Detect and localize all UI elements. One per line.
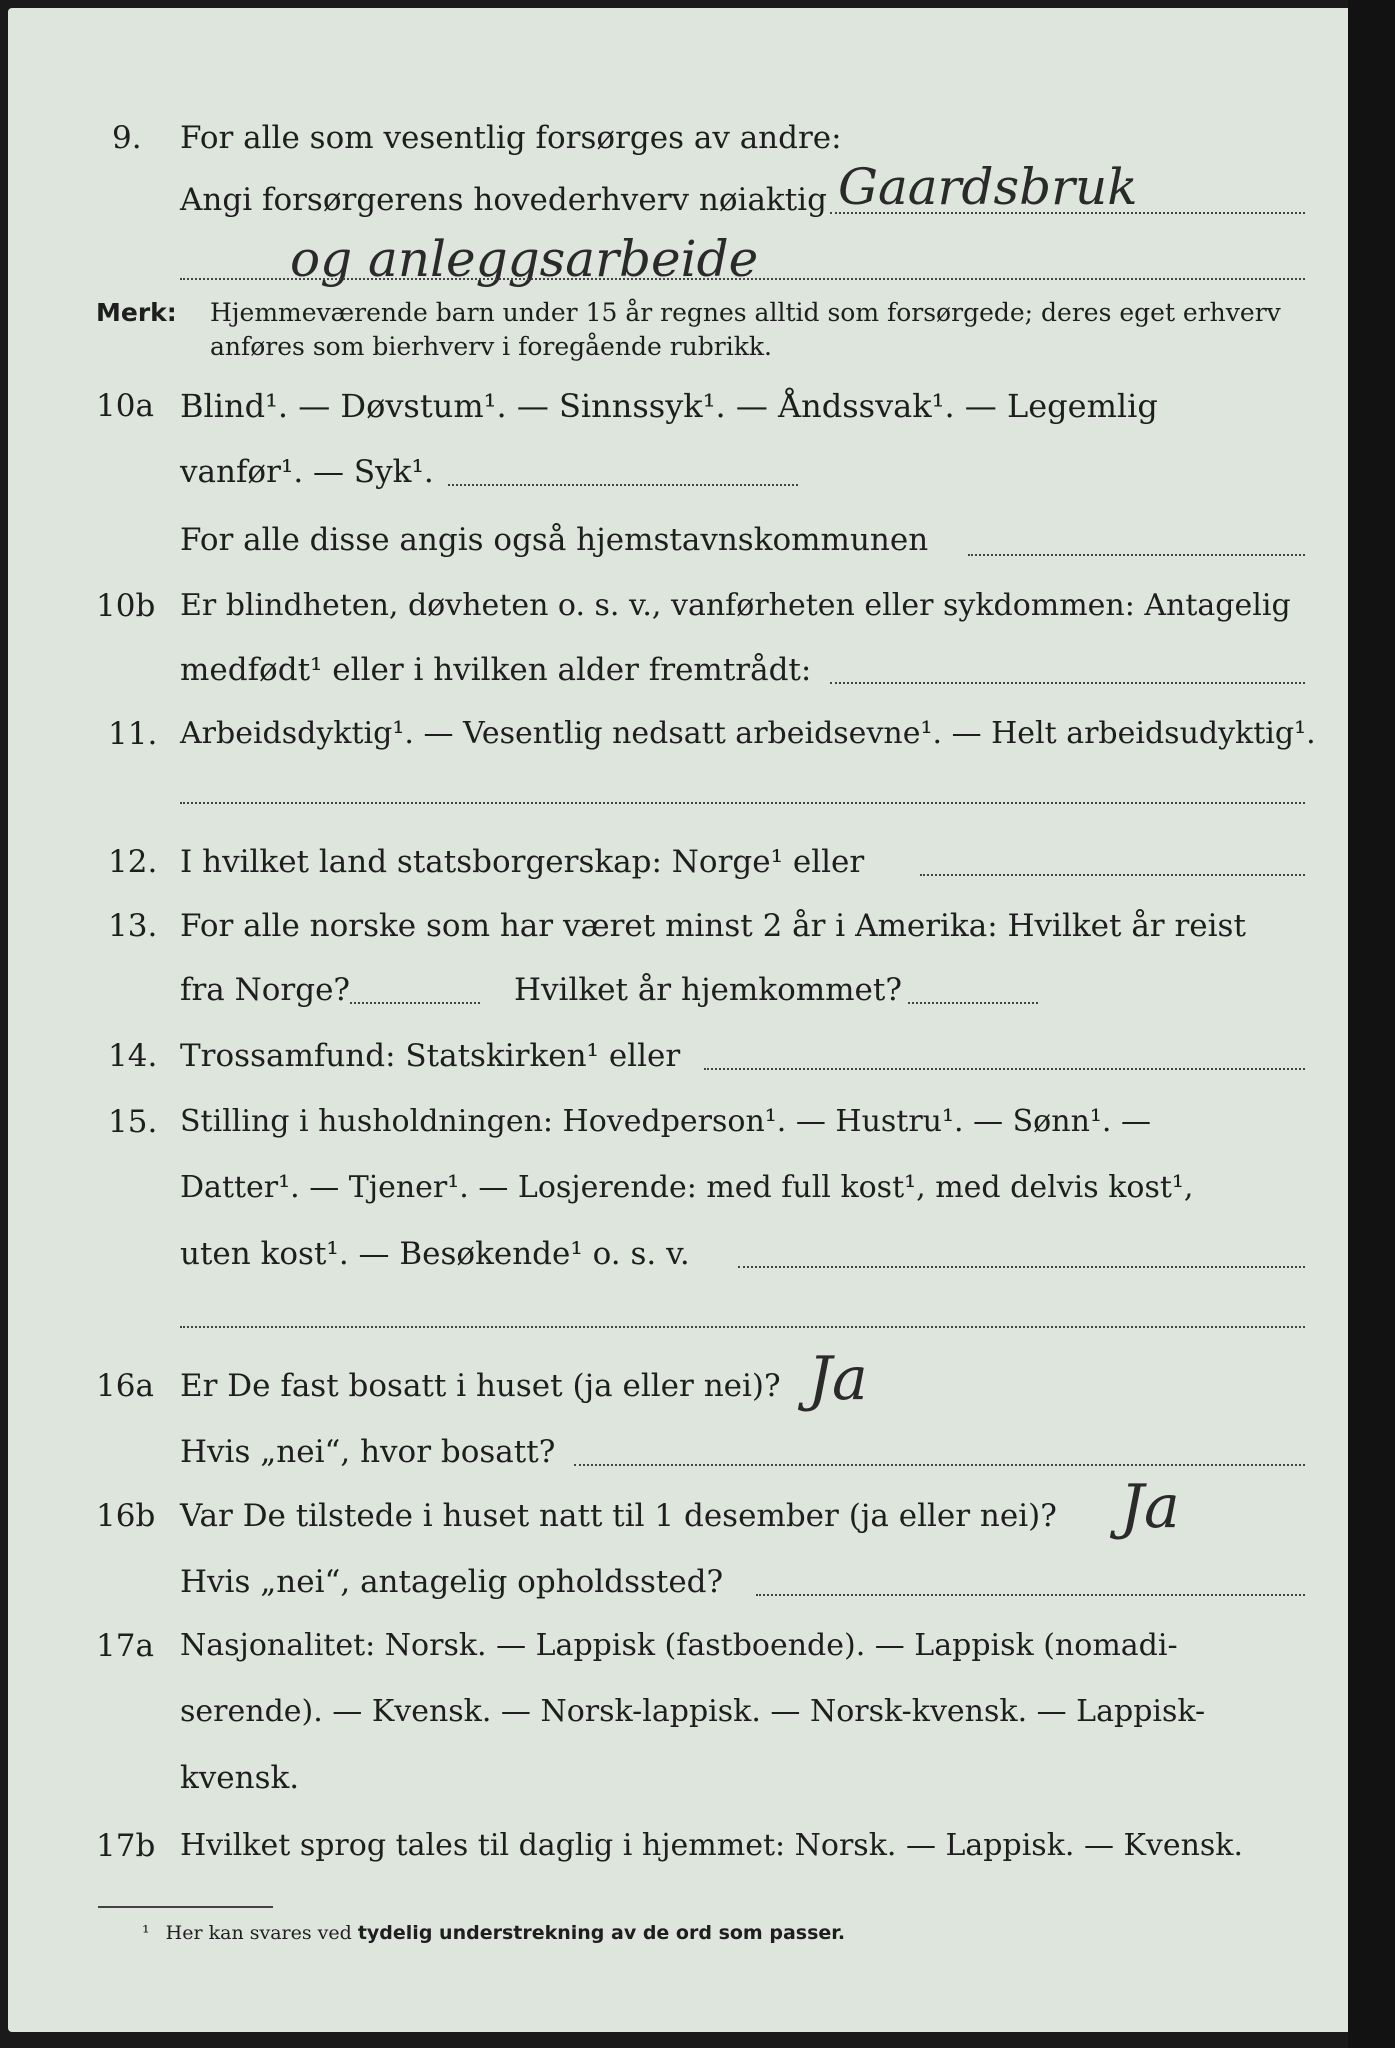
question-text: Stilling i husholdningen: Hovedperson¹. — Hustru¹. — Sønn¹. — [180, 1104, 1151, 1139]
answer-line[interactable] [180, 802, 1305, 804]
answer-line[interactable] [448, 484, 798, 486]
handwritten-answer: Ja [808, 1344, 868, 1414]
question-text: Hvilket år hjemkommet? [514, 972, 902, 1008]
answer-line[interactable] [738, 1266, 1305, 1268]
item-number: 14. [108, 1038, 158, 1074]
answer-line[interactable] [830, 682, 1305, 684]
answer-line[interactable] [920, 874, 1305, 876]
answer-line[interactable] [756, 1594, 1305, 1596]
question-text: serende). — Kvensk. — Norsk-lappisk. — Norsk-kvensk. — Lappisk- [180, 1694, 1206, 1729]
footnote-emphasis: tydelig understrekning av de ord som passer. [357, 1922, 846, 1944]
question-text: For alle som vesentlig forsørges av andre: [180, 120, 842, 156]
answer-line[interactable] [180, 1326, 1305, 1328]
question-text: Hvis „nei“, antagelig opholdssted? [180, 1564, 724, 1600]
footnote-separator [98, 1906, 273, 1908]
question-text: Nasjonalitet: Norsk. — Lappisk (fastboende). — Lappisk (nomadi- [180, 1628, 1178, 1663]
handwritten-answer: Ja [1120, 1472, 1180, 1542]
question-text: Datter¹. — Tjener¹. — Losjerende: med full kost¹, med delvis kost¹, [180, 1170, 1194, 1205]
answer-line[interactable] [968, 554, 1305, 556]
question-text: Var De tilstede i huset natt til 1 desember (ja eller nei)? [180, 1498, 1057, 1534]
question-text: Er De fast bosatt i huset (ja eller nei)? [180, 1368, 781, 1404]
item-number: 16a [96, 1368, 154, 1404]
question-text: Er blindheten, døvheten o. s. v., vanførheten eller sykdommen: Antagelig [180, 588, 1291, 623]
answer-line[interactable] [574, 1464, 1305, 1466]
question-text: Angi forsørgerens hovederhverv nøiaktig [180, 182, 827, 218]
item-number: 11. [108, 716, 158, 752]
answer-line[interactable] [180, 278, 1305, 280]
item-number: 17a [96, 1628, 154, 1664]
question-text: Arbeidsdyktig¹. — Vesentlig nedsatt arbeidsevne¹. — Helt arbeidsudyktig¹. [180, 716, 1316, 751]
question-text: For alle norske som har været minst 2 år i Amerika: Hvilket år reist [180, 908, 1246, 944]
question-text: Hvis „nei“, hvor bosatt? [180, 1434, 556, 1470]
question-text: kvensk. [180, 1760, 300, 1796]
answer-line[interactable] [704, 1068, 1305, 1070]
question-text: Trossamfund: Statskirken¹ eller [180, 1038, 681, 1074]
question-text: medfødt¹ eller i hvilken alder fremtrådt: [180, 652, 812, 688]
item-number: 9. [112, 120, 142, 156]
note-text: Hjemmeværende barn under 15 år regnes alltid som forsørgede; deres eget erhverv [210, 298, 1281, 327]
note-block [96, 296, 177, 330]
scan-border [1348, 0, 1395, 2048]
note-label: Merk: [96, 298, 177, 327]
footnote [142, 1922, 845, 1944]
question-text: I hvilket land statsborgerskap: Norge¹ eller [180, 844, 865, 880]
footnote-text: Her kan svares ved [165, 1922, 352, 1944]
answer-line[interactable] [350, 1002, 480, 1004]
item-number: 10b [96, 588, 156, 624]
note-text: anføres som bierhverv i foregående rubrikk. [210, 332, 772, 361]
handwritten-answer: og anleggsarbeide [290, 230, 759, 288]
item-number: 12. [108, 844, 158, 880]
census-form-page [8, 8, 1356, 2032]
footnote-mark: ¹ [142, 1922, 150, 1944]
item-number: 15. [108, 1104, 158, 1140]
question-text: For alle disse angis også hjemstavnskommunen [180, 522, 929, 558]
question-text: Hvilket sprog tales til daglig i hjemmet: Norsk. — Lappisk. — Kvensk. [180, 1828, 1244, 1863]
question-text: vanfør¹. — Syk¹. [180, 454, 434, 490]
item-number: 10a [96, 388, 154, 424]
answer-line[interactable] [908, 1002, 1038, 1004]
item-number: 16b [96, 1498, 156, 1534]
question-text: Blind¹. — Døvstum¹. — Sinnssyk¹. — Åndssvak¹. — Legemlig [180, 387, 1158, 425]
question-text: fra Norge? [180, 972, 351, 1008]
handwritten-answer: Gaardsbruk [838, 158, 1138, 216]
question-text: uten kost¹. — Besøkende¹ o. s. v. [180, 1236, 690, 1272]
item-number: 17b [96, 1828, 156, 1864]
item-number: 13. [108, 908, 158, 944]
